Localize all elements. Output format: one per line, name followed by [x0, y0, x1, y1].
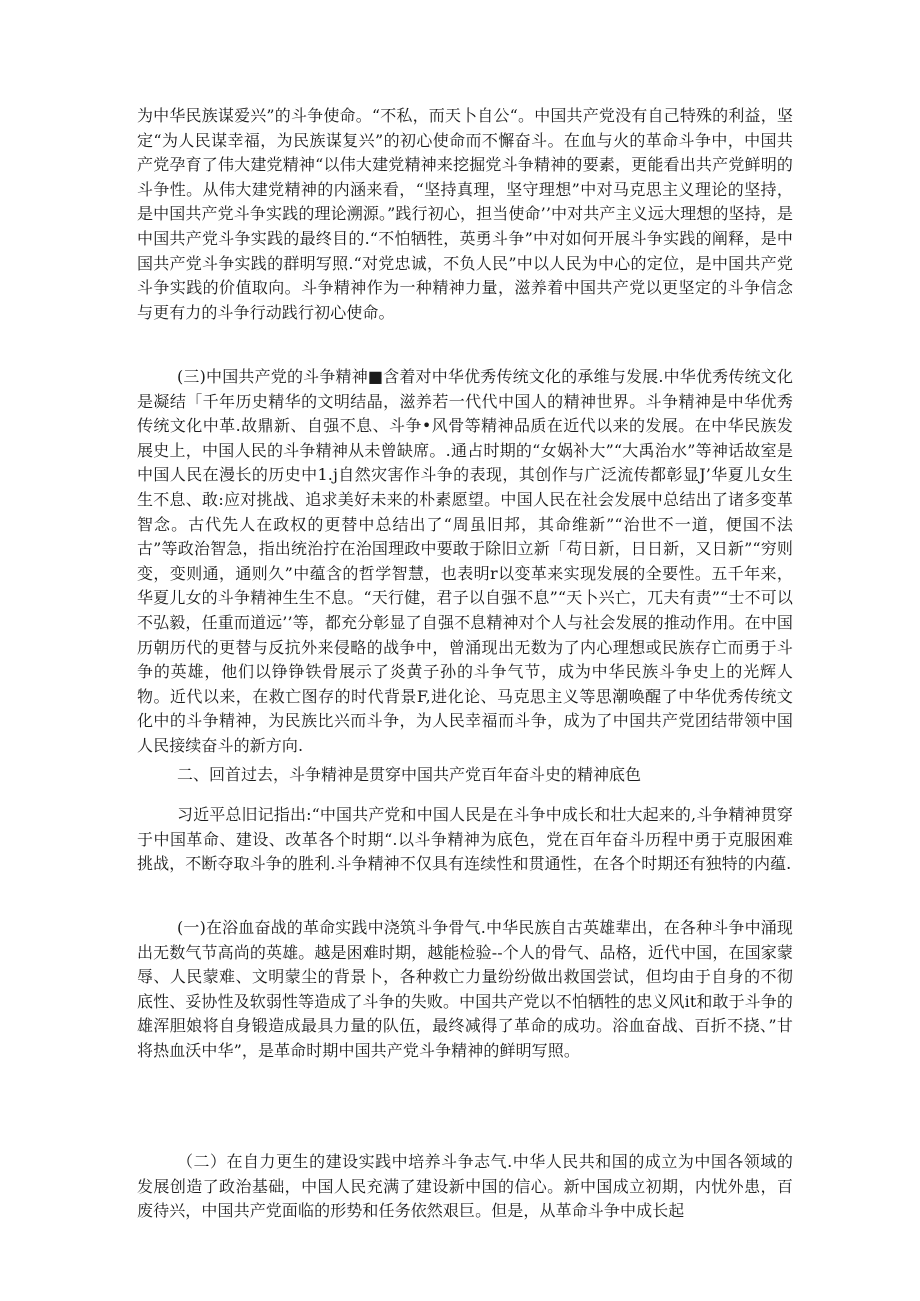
paragraph-traditional-culture: (三)中国共产党的斗争精神■含着对中华优秀传统文化的承维与发展.中华优秀传统文化是凝结「千年历史精华的文明结晶，滋养若一代代中国人的精神世界。斗争精神是中华优秀传统文化中革.故鼎新、自强不息、斗争•风骨等精神品质在近代以来的发展。在中华民族发展史上，中国人民的斗争精神从未曾缺席。.通占时期的“女娲补大”“大禹治水”等神话故室是中国人民在漫长的历史中1.j自然灾害作斗争的表现，其创作与广泛流传都彰显J’华夏儿女生生不息、敢:应对挑战、追求美好未来的朴素愿望。中国人民在社会发展中总结出了诸多变革智念。古代先人在政权的更替中总结出了“周虽旧邦，其命维新”“治世不一道，便国不法古”等政治智急，指出统治拧在治国理政中要敢于除旧立新「苟日新，日日新，又日新”“穷则变，变则通，通则久”中蕴含的哲学智慧，也表明r以变革来实现发展的全要性。五千年来，华夏儿女的斗争精神生生不息。“天行健，君子以自强不息”“天卜兴亡，兀夫有责”“士不可以不弘毅，任重而道远’’等，都充分彰显了自强不息精神对个人与社会发展的推动作用。在中国历朝历代的更替与反抗外来侵略的战争中，曾涌现出无数为了内心理想或民族存亡而勇于斗争的英雄，他们以铮铮铁骨展示了炎黄子孙的斗争气节，成为中华民族斗争史上的光辉人物。近代以来，在救亡图存的时代背景F,进化论、马克思主义等思潮唤醒了中华优秀传统文化中的斗争精神，为民族比兴而斗争，为人民幸福而斗争，成为了中国共产党团结带领中国人民接续奋斗的新方向.: [137, 367, 793, 755]
paragraph-xi-quote: 习近平总旧记指出:“中国共产党和中国人民是在斗争中成长和壮大起来的,斗争精神贯穿于中国革命、建设、改革各个时期“.以斗争精神为底色，党在百年奋斗历程中勇于克服困难挑战，不断夺取斗争的胜利.斗争精神不仅具有连续性和贯通性，在各个时期还有独特的内蕴.: [137, 805, 793, 874]
paragraph-party-mission: 为中华民族谋爱兴”的斗争使命。“不私，而天卜自公“。中国共产党没有自己特殊的利益，坚定“为人民谋幸福，为民族谋复兴”的初心使命而不懈奋斗。在血与火的革命斗争中，中国共产党孕育了伟大建党精神“以伟大建党精神来挖掘党斗争精神的要素，更能看出共产党鲜明的斗争性。从伟大建党精神的内涵来看，“坚持真理，坚守理想”中对马克思主义理论的坚持，是中国共产党斗争实践的理论溯源。”践行初心，担当使命’’中对共产主义远大理想的坚持，是中国共产党斗争实践的最终目的.“不怕牺牲，英勇斗争”中对如何开展斗争实践的阐释，是中国共产党斗争实践的群明写照.“对党忠诚，不负人民”中以人民为中心的定位，是中国共产党斗争实践的价值取向。斗争精神作为一种精神力量，滋养着中国共产党以更坚定的斗争信念与更有力的斗争行动践行初心使命。: [137, 106, 793, 322]
paragraph-construction-period: （二）在自力更生的建设实践中培养斗争志气.中华人民共和国的成立为中国各领域的发展创造了政治基础，中国人民充满了建设新中国的信心。新中国成立初期，内忧外患，百废待兴，中国共产党面临的形势和任务依然艰巨。但是，从革命斗争中成长起: [137, 1152, 793, 1221]
section-heading-two: 二、回首过去，斗争精神是贯穿中国共产党百年奋斗史的精神底色: [177, 765, 642, 784]
paragraph-revolution-period: (一)在浴血奋战的革命实践中浇筑斗争骨气.中华民族自古英雄辈出，在各种斗争中涌现出无数气节高尚的英雄。越是困难时期，越能检验--个人的骨气、品格，近代中国，在国家蒙辱、人民蒙难、文明蒙尘的背景卜，各种救亡力量纷纷做出救国尝试，但均由于自身的不彻底性、妥协性及软弱性等造成了斗争的失败。中国共产党以不怕牺牲的忠义风it和敢于斗争的雄浑胆娘将自身锻造成最具力量的队伍，最终减得了革命的成功。浴血奋战、百折不挠、”甘将热血沃中华”，是革命时期中国共产党斗争精神的鲜明写照。: [137, 918, 793, 1060]
